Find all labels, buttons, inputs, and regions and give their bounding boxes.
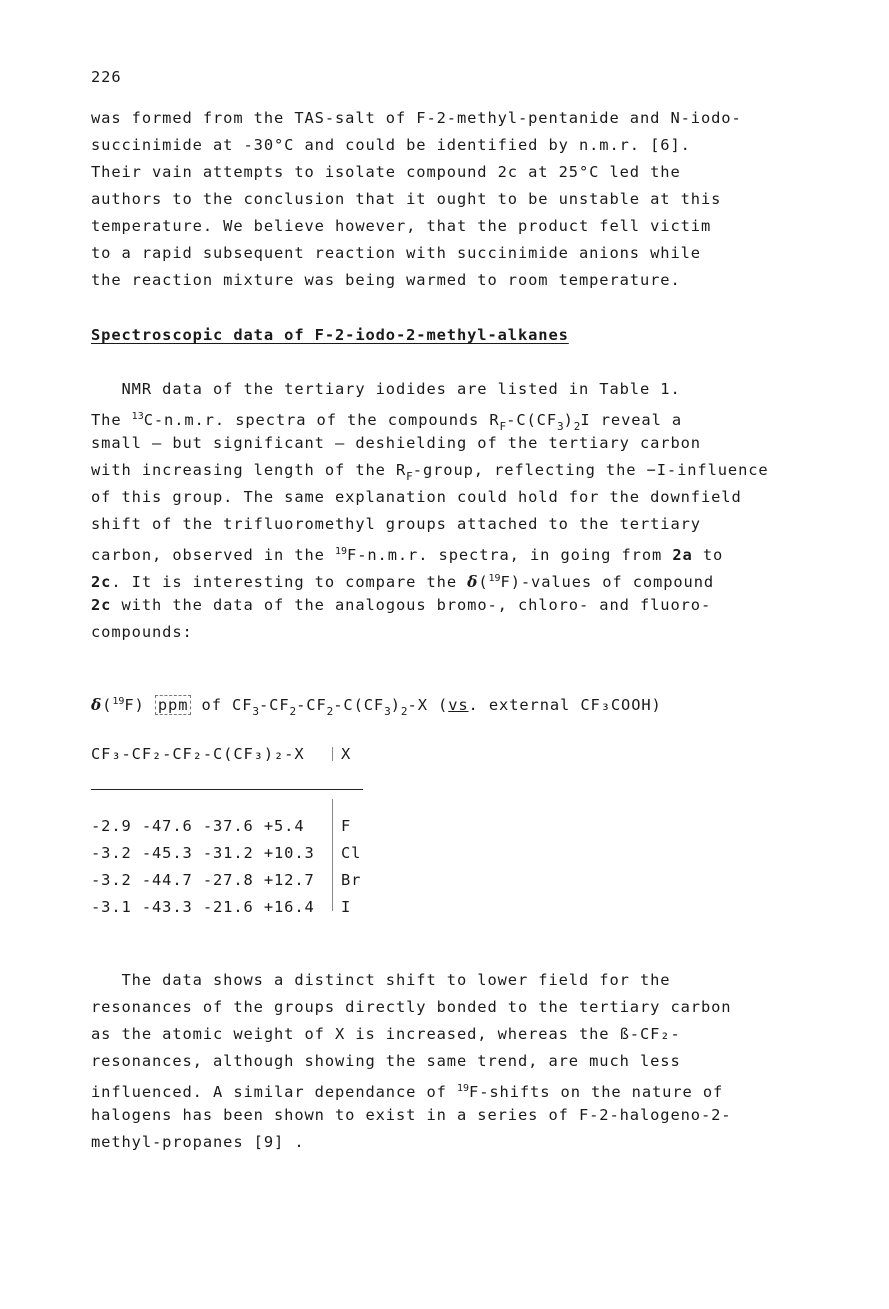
table-values: -3.2 -45.3 -31.2 +10.3 bbox=[91, 844, 315, 862]
text-line: small — but significant — deshielding of the tertiary carbon bbox=[91, 434, 701, 452]
page-number: 226 bbox=[91, 68, 122, 86]
text-line: resonances of the groups directly bonded to the tertiary carbon bbox=[91, 998, 732, 1016]
text-line: carbon, observed in the $^{19}$F-n.m.r. spectra, in going from 2a to bbox=[91, 546, 724, 564]
text-line: the reaction mixture was being warmed to room temperature. bbox=[91, 271, 681, 289]
closing-paragraph bbox=[91, 967, 731, 1156]
intro-paragraph bbox=[91, 105, 742, 294]
text-line: methyl-propanes [9] . bbox=[91, 1133, 305, 1151]
table-row bbox=[91, 844, 362, 866]
table-row bbox=[91, 871, 362, 893]
table-values: -3.2 -44.7 -27.8 +12.7 bbox=[91, 871, 315, 889]
text-line: shift of the trifluoromethyl groups attached to the tertiary bbox=[91, 515, 701, 533]
text-line: succinimide at -30°C and could be identified by n.m.r. [6]. bbox=[91, 136, 691, 154]
table-values: -2.9 -47.6 -37.6 +5.4 bbox=[91, 817, 305, 835]
text-line: temperature. We believe however, that the product fell victim bbox=[91, 217, 712, 235]
table-halogen: Cl bbox=[341, 844, 362, 862]
table-row bbox=[91, 898, 352, 920]
text-line: as the atomic weight of X is increased, whereas the ß-CF₂- bbox=[91, 1025, 681, 1043]
text-line: influenced. A similar dependance of $^{19}$F-shifts on the nature of bbox=[91, 1083, 724, 1101]
table-halogen: F bbox=[341, 817, 352, 835]
section-heading: Spectroscopic data of F-2-iodo-2-methyl-alkanes bbox=[91, 326, 569, 344]
text-line: 2c. It is interesting to compare the δ($^{19}$F)-values of compound bbox=[91, 573, 715, 591]
text-line: The data shows a distinct shift to lower field for the bbox=[91, 971, 671, 989]
text-line: The $^{13}$C-n.m.r. spectra of the compounds $R_F-C(CF_3)_2I$ reveal a bbox=[91, 411, 683, 433]
table-header-x: X bbox=[341, 745, 352, 763]
column-separator bbox=[332, 747, 333, 761]
shift-formula-caption: δ($^{19}$F) ppm of $CF_3-CF_2-CF_2-C(CF_3)_2-X$ (vs. external CF₃COOH) bbox=[91, 696, 662, 718]
table-row bbox=[91, 817, 352, 839]
table-halogen: Br bbox=[341, 871, 362, 889]
text-line: was formed from the TAS-salt of F-2-methyl-pentanide and N-iodo- bbox=[91, 109, 742, 127]
text-line: Their vain attempts to isolate compound 2c at 25°C led the bbox=[91, 163, 681, 181]
delta-symbol: δ bbox=[91, 696, 103, 714]
text-line: authors to the conclusion that it ought to be unstable at this bbox=[91, 190, 722, 208]
table-rule bbox=[91, 789, 363, 790]
text-line: NMR data of the tertiary iodides are listed in Table 1. bbox=[91, 380, 681, 398]
column-separator bbox=[332, 799, 333, 911]
text-line: 2c with the data of the analogous bromo-, chloro- and fluoro- bbox=[91, 596, 712, 614]
table-header bbox=[91, 745, 352, 767]
text-line: resonances, although showing the same trend, are much less bbox=[91, 1052, 681, 1070]
text-line: to a rapid subsequent reaction with succinimide anions while bbox=[91, 244, 701, 262]
table-header-formula: CF₃-CF₂-CF₂-C(CF₃)₂-X bbox=[91, 745, 305, 763]
text-line: with increasing length of the $R_F$-group, reflecting the −I-influence bbox=[91, 461, 769, 483]
text-line: halogens has been shown to exist in a series of F-2-halogeno-2- bbox=[91, 1106, 732, 1124]
unit-ppm: ppm bbox=[155, 695, 192, 715]
nmr-paragraph bbox=[91, 376, 769, 646]
text-line: compounds: bbox=[91, 623, 193, 641]
text-line: of this group. The same explanation could hold for the downfield bbox=[91, 488, 742, 506]
table-values: -3.1 -43.3 -21.6 +16.4 bbox=[91, 898, 315, 916]
table-halogen: I bbox=[341, 898, 352, 916]
